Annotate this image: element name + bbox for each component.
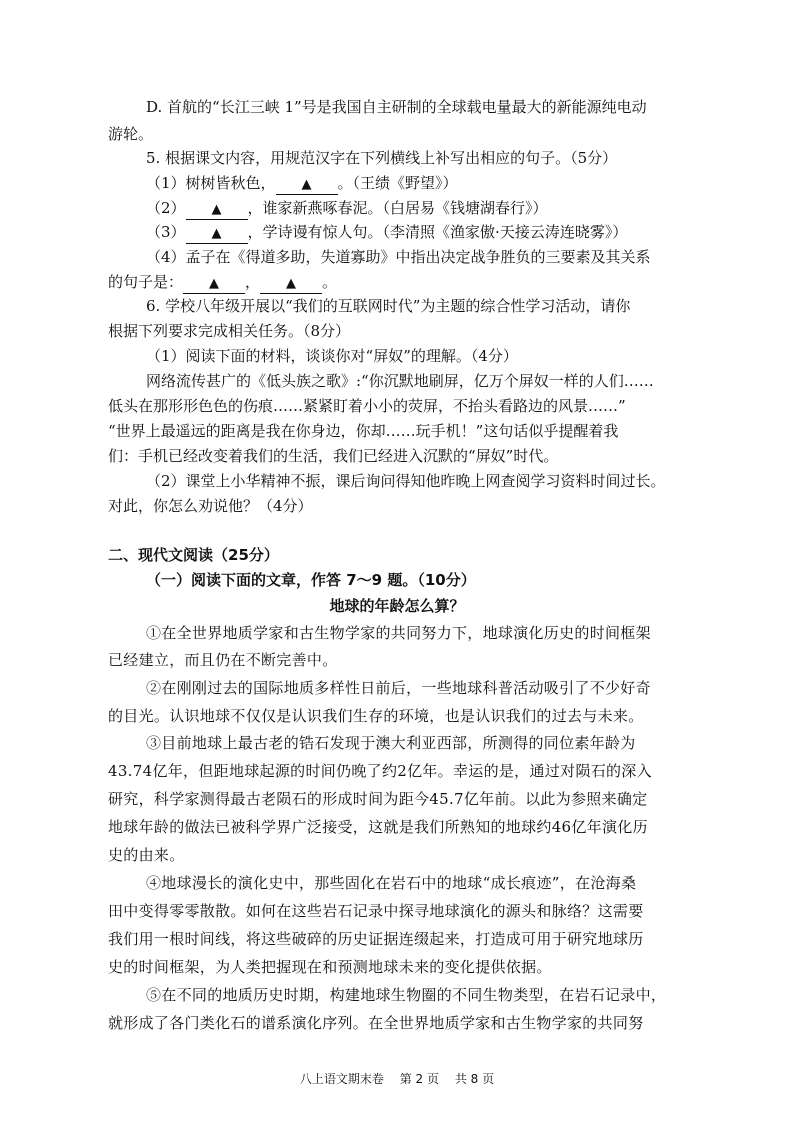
article-p5-line2: 就形成了各门类化石的谱系演化序列。在全世界地质学家和古生物学家的共同努: [108, 1014, 644, 1032]
article-p3-line2: 43.74亿年，但距地球起源的时间仍晚了约2亿年。幸运的是，通过对陨石的深入: [108, 762, 652, 780]
q6-sub1: （1）阅读下面的材料，谈谈你对“屏奴”的理解。（4分）: [146, 347, 518, 365]
article-p5-line1: ⑤在不同的地质历史时期，构建地球生物圈的不同生物类型，在岩石记录中，: [146, 986, 667, 1004]
article-p4-line3: 我们用一根时间线，将这些破碎的历史证据连缀起来，打造成可用于研究地球历: [108, 930, 644, 948]
q6-material-line4: 们：手机已经改变着我们的生活，我们已经进入沉默的“屏奴”时代。: [108, 447, 559, 465]
q4-option-d-line1: D. 首航的“长江三峡 1”号是我国自主研制的全球载电量最大的新能源纯电动: [146, 98, 647, 116]
article-p1-line1: ①在全世界地质学家和古生物学家的共同努力下，地球演化历史的时间框架: [146, 624, 651, 642]
footer-total-pages: 共 8 页: [454, 1072, 495, 1086]
article-p4-line1: ④地球漫长的演化史中，那些固化在岩石中的地球“成长痕迹”，在沧海桑: [146, 874, 637, 892]
page-footer: [0, 1070, 794, 1087]
q5-item-4-line2: [108, 272, 337, 294]
section-heading: 二、现代文阅读（25分）: [108, 546, 279, 564]
article-p3-line1: ③目前地球上最古老的锆石发现于澳大利亚西部，所测得的同位素年龄为: [146, 734, 636, 752]
q5-item-1-text: （1）树树皆秋色，: [146, 174, 276, 192]
q5-item-2-text: （2）: [146, 199, 186, 217]
article-title: 地球的年龄怎么算？: [329, 597, 465, 615]
article-p2-line1: ②在刚刚过去的国际地质多样性日前后，一些地球科普活动吸引了不少好奇: [146, 679, 651, 697]
q6-material-line2: 低头在那形形色色的伤痕……紧紧盯着小小的荧屏，不抬头看路边的风景……”: [108, 397, 626, 415]
q6-sub2-line1: （2）课堂上小华精神不振，课后询问得知他昨晚上网查阅学习资料时间过长。: [146, 472, 666, 490]
q6-material-line1: 网络流传甚广的《低头族之歌》:“你沉默地刷屏，亿万个屏奴一样的人们……: [146, 372, 654, 390]
q6-sub2-line2: 对此，你怎么劝说他？（4分）: [108, 497, 313, 515]
footer-page-number: 第 2 页: [399, 1072, 439, 1086]
article-p2-line2: 的目光。认识地球不仅仅是认识我们生存的环境，也是认识我们的过去与未来。: [108, 707, 644, 725]
article-p1-line2: 已经建立，而且仍在不断完善中。: [108, 651, 338, 669]
q5-item-2-source: ，谁家新燕啄春泥。（白居易《钱塘湖春行》）: [247, 199, 548, 217]
q5-item-3-text: （3）: [146, 223, 186, 241]
q5-blank-2[interactable]: ▲: [186, 201, 248, 220]
q5-blank-1[interactable]: ▲: [276, 176, 338, 195]
q5-item-1-source: 。（王绩《野望》）: [337, 174, 458, 192]
q5-item-1: [146, 173, 458, 195]
article-p3-line4: 地球年龄的做法已被科学界广泛接受，这就是我们所熟知的地球约46亿年演化历: [108, 818, 648, 836]
article-p4-line2: 田中变得零零散散。如何在这些岩石记录中探寻地球演化的源头和脉络？这需要: [108, 902, 644, 920]
q6-material-line3: “世界上最遥远的距离是我在你身边，你却……玩手机！”这句话似乎提醒着我: [108, 422, 619, 440]
q5-blank-4b[interactable]: ▲: [260, 275, 322, 294]
q4-option-d-line2: 游轮。: [108, 125, 154, 143]
q5-item-4-line1: （4）孟子在《得道多助，失道寡助》中指出决定战争胜负的三要素及其关系: [146, 248, 651, 266]
q5-prompt: 5. 根据课文内容，用规范汉字在下列横线上补写出相应的句子。（5分）: [146, 149, 618, 167]
q5-item-4-text: 的句子是：: [108, 273, 184, 291]
article-p3-line3: 研究，科学家测得最古老陨石的形成时间为距今45.7亿年前。以此为参照来确定: [108, 790, 648, 808]
q6-prompt-line2: 根据下列要求完成相关任务。（8分）: [108, 322, 351, 340]
q5-blank-3[interactable]: ▲: [186, 225, 248, 244]
part1-heading: （一）阅读下面的文章，作答 7～9 题。（10分）: [146, 571, 476, 589]
q5-blank-4a[interactable]: ▲: [183, 275, 245, 294]
q5-item-2: [146, 198, 548, 220]
q5-item-3-source: ，学诗谩有惊人句。（李清照《渔家傲·天接云涛连晓雾》）: [247, 223, 628, 241]
article-p4-line4: 史的时间框架，为人类把握现在和预测地球未来的变化提供依据。: [108, 958, 552, 976]
q5-item-3: [146, 222, 627, 244]
q6-prompt-line1: 6. 学校八年级开展以“我们的互联网时代”为主题的综合性学习活动，请你: [146, 297, 631, 315]
q5-item-4-end: 。: [322, 273, 338, 291]
q5-item-4-comma: ，: [245, 273, 261, 291]
footer-exam-name: 八上语文期末卷: [299, 1072, 384, 1086]
article-p3-line5: 史的由来。: [108, 846, 185, 864]
